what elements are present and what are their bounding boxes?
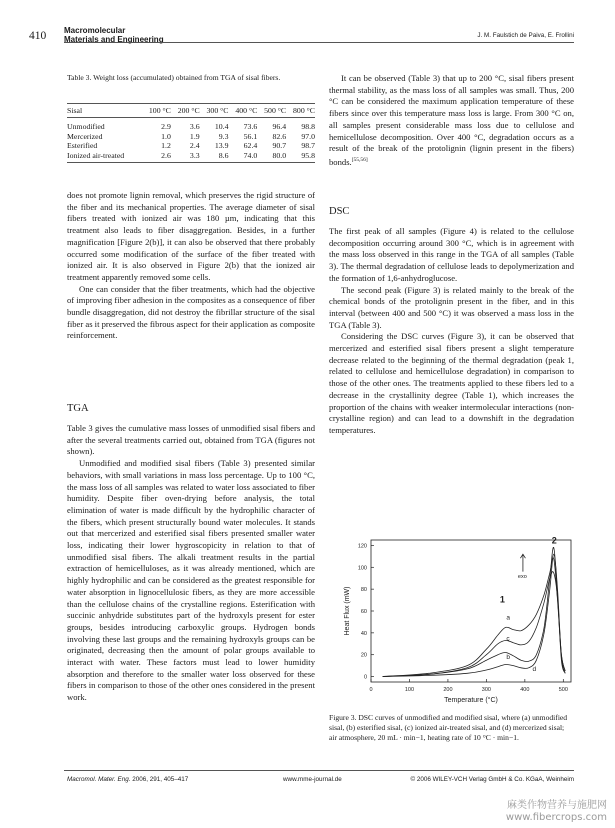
y-axis-label: Heat Flux (mW) — [344, 586, 351, 636]
y-tick-label: 60 — [360, 609, 367, 615]
table-row — [67, 141, 315, 150]
curve-label-d: d — [532, 666, 537, 674]
table3-header-cell: 300 °C — [200, 104, 229, 118]
series-line-c — [383, 572, 566, 677]
copyright: © 2006 WILEY-VCH Verlag GmbH & Co. KGaA, Weinheim — [410, 776, 574, 783]
citation — [67, 776, 188, 783]
x-tick-label: 300 — [481, 687, 491, 693]
table3-header-cell: Sisal — [67, 104, 142, 118]
table-cell: Mercerized — [67, 131, 103, 141]
watermark-line2: www.fibercrops.com — [505, 812, 607, 823]
journal-name-line1: Macromolecular — [64, 26, 126, 35]
table-cell: 98.7 — [301, 141, 315, 151]
y-tick-label: 20 — [360, 652, 367, 659]
table-cell: 80.0 — [257, 151, 286, 163]
table-cell: Esterified — [67, 141, 98, 151]
table3-header-row — [67, 104, 315, 118]
footer-rule — [64, 770, 574, 771]
table-cell: 90.7 — [272, 141, 287, 151]
citation-ref: [55,56] — [351, 156, 368, 163]
y-tick-label: 80 — [360, 587, 367, 594]
peak-label-2: 2 — [551, 535, 557, 546]
right-column-dsc — [329, 226, 574, 437]
journal-url: www.mme-journal.de — [283, 776, 342, 783]
x-axis-label: Temperature (°C) — [444, 697, 498, 704]
paragraph-text: It can be observed (Table 3) that up to 200 °C, sisal fibers present thermal stability, as the mass loss of all samples was small. Thus, 200 °C can be considered the maximum application temperature of these fibers since over this temperature mass loss is large. From 300 °C on, all samples present considerable mass loss due to cellulose and hemicellulose decomposition. Over 400 °C, degradation occurs as a result of the break of the protolignin (lignin present in the fibers) bonds. — [329, 73, 574, 167]
paragraph: does not promote lignin removal, which preserves the rigid structure of the fiber and its mechanical properties. The average diameter of sisal fibers treated with ionized air was 180 µm, indicating that this treatment also leads to fiber disaggregation. Besides, in a further magnification [Figure 2(b)], it can also be observed that there probably occurred some modification of the surface of the fiber treated with ionized air. It is also observed in Figure 2(b) that the ionized air treatment apparently removed some cells. — [67, 190, 315, 282]
table3-header-cell: 500 °C — [257, 104, 286, 118]
paragraph: Unmodified and modified sisal fibers (Table 3) presented similar behaviors, with small variations in mass loss percentage. Up to 100 °C, the mass loss of all samples was related to water loss associated to fiber humidity. Despite fiber oven-drying before analysis, the total elimination of water is made difficult by the hydrophilic character of the fibers, which present structurally bound water molecules. It stands out that mercerized and esterified sisal fibers presented smaller water loss, indicating their lower hygroscopicity in relation to that of unmodified sisal fibers. The alkali treatment results in the partial extraction of hemicelluloses, as it was already mentioned, which are highly hydrophilic and can be considered as the greatest responsible for water absorption in lignocellulosic fibers, as they are more accessible than the cellulose chains of the crystalline regions. Esterification with succinic anhydride substitutes part of the hydroxyls present for ester groups, besides introducing carboxylic groups. Hydrogen bonds involving these last groups and the remaining hydroxyls groups can be originated, decreasing then the amount of polar groups available to interact with water. These factors must lead to lower humidity absorption and therefore to the smaller water loss observed for these fibers in comparison to those of the other ones considered in the present work. — [67, 458, 315, 703]
table-cell: 10.4 — [214, 122, 229, 132]
paragraph: One can consider that the fiber treatments, which had the objective of improving fiber adhesion in the composites as a consequence of fiber bundle disaggregation, did not destroy the fibrillar structure of the sisal fiber as it preserved the fibrous aspect for their application as composite reinforcement. — [67, 283, 315, 341]
table-cell: 2.6 — [142, 151, 171, 163]
table3-header-cell: 100 °C — [142, 104, 171, 118]
watermark — [506, 800, 607, 824]
y-tick-label: 100 — [357, 565, 367, 572]
table-cell: 73.6 — [243, 122, 258, 132]
table3-caption: Table 3. Weight loss (accumulated) obtained from TGA of sisal fibers. — [67, 73, 281, 82]
section-heading-tga: TGA — [67, 403, 89, 414]
curve-label-c: c — [506, 635, 510, 643]
paragraph: The first peak of all samples (Figure 4) is related to the cellulose decomposition occurring around 300 °C, which is in agreement with the mass loss observed in this range in the TGA of all samples (Table 3). The thermal degradation of cellulose leads to depolymerization and the formation of 1,6-anhydroglucose. — [329, 226, 574, 283]
table-row — [67, 151, 315, 163]
table-cell: 56.1 — [243, 131, 258, 141]
table-row — [67, 132, 315, 141]
table-cell: 82.6 — [272, 131, 287, 141]
figure3 — [329, 530, 577, 706]
watermark-line1: 麻类作物营养与施肥网 — [507, 800, 607, 811]
table-cell: 2.9 — [161, 122, 171, 132]
table-cell: 3.3 — [171, 151, 200, 163]
series-line-a — [383, 558, 566, 677]
table-cell: 95.8 — [286, 151, 315, 163]
x-tick-label: 200 — [443, 687, 453, 693]
exo-label: exo — [517, 574, 527, 581]
citation-details: 2006, 291, 405–417 — [130, 776, 189, 783]
y-tick-label: 120 — [357, 543, 367, 550]
curve-label-b: b — [506, 654, 511, 662]
table-row — [67, 118, 315, 132]
table3 — [67, 103, 315, 163]
right-column — [329, 73, 574, 168]
x-tick-label: 0 — [369, 687, 373, 693]
table3-header-cell: 400 °C — [228, 104, 257, 118]
x-tick-label: 400 — [520, 687, 530, 693]
citation-journal: Macromol. Mater. Eng. — [67, 776, 131, 783]
table-cell: 8.6 — [200, 151, 229, 163]
paragraph: The second peak (Figure 3) is related mainly to the break of the chemical bonds of the protolignin present in the fiber, and in this interval (between 400 and 500 °C) it was observed a mass loss in the TGA (Table 3). — [329, 284, 574, 330]
table-cell: 1.2 — [161, 141, 171, 151]
table-cell: 1.9 — [189, 131, 200, 141]
left-column — [67, 190, 315, 342]
table-cell: 3.6 — [189, 122, 200, 132]
paragraph — [329, 73, 574, 168]
table-cell: 2.4 — [189, 141, 200, 151]
y-tick-label: 40 — [360, 630, 367, 637]
page-number: 410 — [29, 30, 47, 42]
header-rule — [64, 42, 574, 43]
table-cell: 62.4 — [243, 141, 258, 151]
table-cell: Ionized air-treated — [67, 151, 142, 163]
curve-label-a: a — [506, 614, 511, 622]
table-cell: 9.3 — [218, 131, 229, 141]
running-authors: J. M. Faulstich de Paiva, E. Frollini — [477, 32, 574, 39]
table-cell: Unmodified — [67, 122, 105, 132]
series-line-d — [383, 554, 566, 676]
x-tick-label: 100 — [404, 687, 415, 693]
figure3-caption: Figure 3. DSC curves of unmodified and modified sisal, where (a) unmodified sisal, (b) esterified sisal, (c) ionized air-treated sisal, and (d) mercerized sisal; air atmosphere, 20 mL · min−1, heating rate of 10 °C · min−1. — [329, 713, 568, 743]
table-cell: 96.4 — [272, 122, 287, 132]
y-tick-label: 0 — [363, 674, 367, 681]
journal-name-line2: Materials and Engineering — [64, 35, 164, 44]
dsc-chart — [329, 530, 577, 706]
table-cell: 74.0 — [228, 151, 257, 163]
table3-header-cell: 800 °C — [286, 104, 315, 118]
left-column-tga — [67, 423, 315, 704]
table-cell: 1.0 — [161, 131, 171, 141]
paragraph: Table 3 gives the cumulative mass losses of unmodified sisal fibers and after the several treatments carried out, obtained from TGA (figures not shown). — [67, 423, 315, 457]
section-heading-dsc: DSC — [329, 206, 350, 217]
table3-header-cell: 200 °C — [171, 104, 200, 118]
table-cell: 97.0 — [301, 131, 315, 141]
peak-label-1: 1 — [499, 594, 505, 605]
table-cell: 13.9 — [214, 141, 229, 151]
paragraph: Considering the DSC curves (Figure 3), it can be observed that mercerized and esterified sisal fibers present a slight temperature decrease related to the beginning of the thermal degradation (peak 1, related to cellulose and hemicellulose degradation) in comparison to those of the other ones. The treatments applied to these fibers led to a decrease in the crystallinity degree (Table 1), which increases the proportion of the chains with weaker intermolecular interactions (non-crystalline region) and can lead to a downshift in the degradation temperatures. — [329, 331, 574, 435]
table-cell: 98.8 — [301, 122, 315, 132]
plot-frame — [371, 540, 571, 682]
x-tick-label: 500 — [558, 687, 568, 693]
